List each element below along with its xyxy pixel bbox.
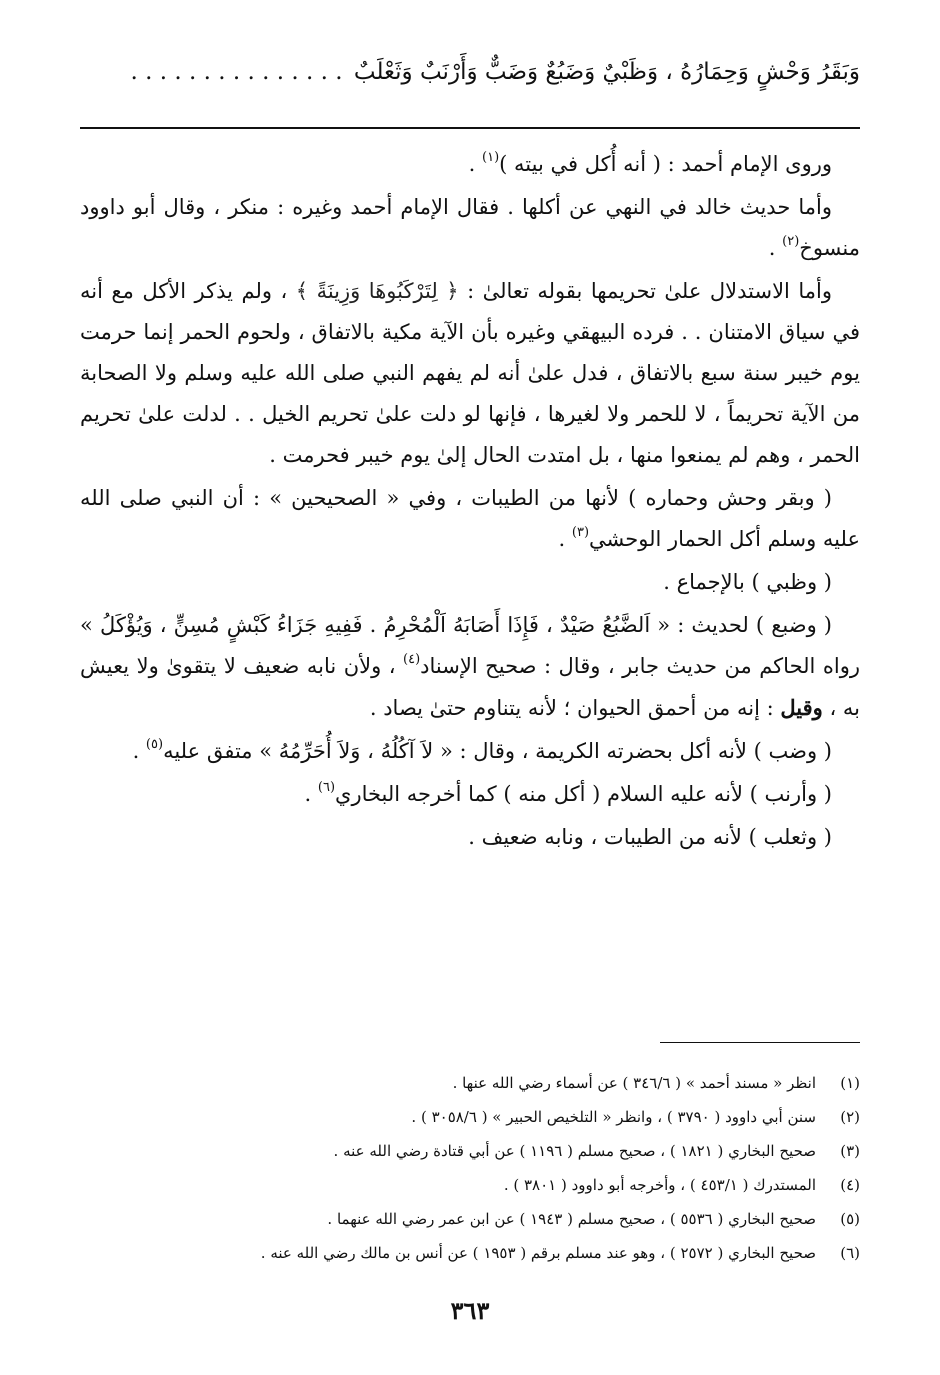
paragraph-8: ( وأرنب ) لأنه عليه السلام ( أكل منه ) كما أخرجه البخاري$^{(٦)}$ . bbox=[304, 780, 832, 806]
footnote bbox=[80, 1100, 860, 1134]
bold-term: وقيل bbox=[780, 695, 823, 720]
footnote bbox=[80, 1202, 860, 1236]
footnote-number: (٦) bbox=[840, 1244, 860, 1262]
footnote-ref-4: (٤) bbox=[403, 652, 421, 667]
footnote-ref-6: (٦) bbox=[317, 780, 336, 795]
footnote bbox=[80, 1134, 860, 1168]
footnote-ref-2: (٢) bbox=[782, 234, 800, 249]
footnote-text: صحيح البخاري ( ٥٥٣٦ ) ، صحيح مسلم ( ١٩٤٣ ) عن ابن عمر رضي الله عنهما . bbox=[327, 1210, 816, 1228]
footnote-number: (١) bbox=[840, 1074, 860, 1092]
footnote-ref-1: (١) bbox=[482, 150, 500, 165]
footnote-number: (٣) bbox=[840, 1142, 860, 1160]
paragraph-3: وأما الاستدلال علىٰ تحريمها بقوله تعالىٰ : ﴿ لِتَرْكَبُوهَا وَزِينَةً ﴾ ، ولم يذكر الأكل مع أنه في سياق الامتنان . . فرده البيهقي وغيره بأن الآية مكية بالاتفاق ، ولحوم الحمر إنما حرمت يوم خيبر سنة سبع بالاتفاق ، فدل علىٰ أنه لم يفهم النبي صلى الله عليه وسلم ولا الصحابة من الآية تحريماً ، لا للحمر ولا لغيرها ، فإنها لو دلت علىٰ تحريم الخيل . . لدلت علىٰ تحريم الحمر ، وهم لم يمنعوا منها ، بل امتدت الحال إلىٰ يوم خيبر فحرمت . bbox=[80, 279, 860, 467]
header-divider bbox=[80, 127, 860, 129]
footnote bbox=[80, 1236, 860, 1270]
footnotes bbox=[80, 1066, 860, 1270]
footnote-text: سنن أبي داوود ( ٣٧٩٠ ) ، وانظر « التلخيص الحبير » ( ٣٠٥٨/٦ ) . bbox=[411, 1108, 816, 1126]
paragraph-1: وروى الإمام أحمد : ( أنه أُكل في بيته )$^{(١)}$ . bbox=[468, 150, 832, 176]
footnote-divider bbox=[660, 1042, 860, 1043]
footnote-text: المستدرك ( ٤٥٣/١ ) ، وأخرجه أبو داوود ( ٣٨٠١ ) . bbox=[503, 1176, 816, 1194]
paragraph-6: ( وضبع ) لحديث : « اَلضَّبُعُ صَيْدٌ ، فَإِذَا أَصَابَهُ اَلْمُحْرِمُ . فَفِيهِ جَزَاءُ كَبْشٍ مُسِنٍّ ، وَيُؤْكَلُ » رواه الحاكم من حديث جابر ، وقال : صحيح الإسناد$^{(٤)}$ ، ولأن نابه ضعيف لا يتقوىٰ ولا يعيش به ، وقيل : إنه من أحمق الحيوان ؛ لأنه يتناوم حتىٰ يصاد . bbox=[80, 613, 860, 720]
footnote-ref-3: (٣) bbox=[571, 525, 590, 540]
paragraph-2: وأما حديث خالد في النهي عن أكلها . فقال الإمام أحمد وغيره : منكر ، وقال أبو داوود منسوخ$^{(٢)}$ . bbox=[80, 195, 860, 260]
footnote-number: (٢) bbox=[840, 1108, 860, 1126]
page-header bbox=[80, 52, 860, 92]
main-text bbox=[80, 144, 860, 860]
footnote-number: (٥) bbox=[840, 1210, 860, 1228]
paragraph-7: ( وضب ) لأنه أكل بحضرته الكريمة ، وقال : « لاَ آكُلُهُ ، وَلاَ أُحَرِّمُهُ » متفق عليه$^{(٥)}$ . bbox=[132, 737, 832, 763]
page-number: ٣٦٣ bbox=[450, 1296, 490, 1325]
footnote bbox=[80, 1066, 860, 1100]
header-dots: . . . . . . . . . . . . . . . bbox=[130, 59, 343, 85]
header-text: وَبَقَرُ وَحْشٍ وَحِمَارُهُ ، وَظَبْيٌ وَضَبُعٌ وَضَبٌّ وَأَرْنَبٌ وَثَعْلَبٌ bbox=[353, 59, 860, 85]
footnote-text: صحيح البخاري ( ٢٥٧٢ ) ، وهو عند مسلم برقم ( ١٩٥٣ ) عن أنس بن مالك رضي الله عنه . bbox=[260, 1244, 816, 1262]
footnote bbox=[80, 1168, 860, 1202]
paragraph-5: ( وظبي ) بالإجماع . bbox=[663, 570, 832, 594]
footnote-ref-5: (٥) bbox=[145, 737, 164, 752]
footnote-text: انظر « مسند أحمد » ( ٣٤٦/٦ ) عن أسماء رضي الله عنها . bbox=[452, 1074, 816, 1092]
paragraph-9: ( وثعلب ) لأنه من الطيبات ، ونابه ضعيف . bbox=[468, 825, 832, 849]
quran-verse: ﴿ لِتَرْكَبُوهَا وَزِينَةً ﴾ bbox=[295, 279, 459, 303]
footnote-number: (٤) bbox=[840, 1176, 860, 1194]
footnote-text: صحيح البخاري ( ١٨٢١ ) ، صحيح مسلم ( ١١٩٦ ) عن أبي قتادة رضي الله عنه . bbox=[333, 1142, 816, 1160]
paragraph-4: ( وبقر وحش وحماره ) لأنها من الطيبات ، وفي « الصحيحين » : أن النبي صلى الله عليه وسلم أكل الحمار الوحشي$^{(٣)}$ . bbox=[80, 486, 860, 551]
